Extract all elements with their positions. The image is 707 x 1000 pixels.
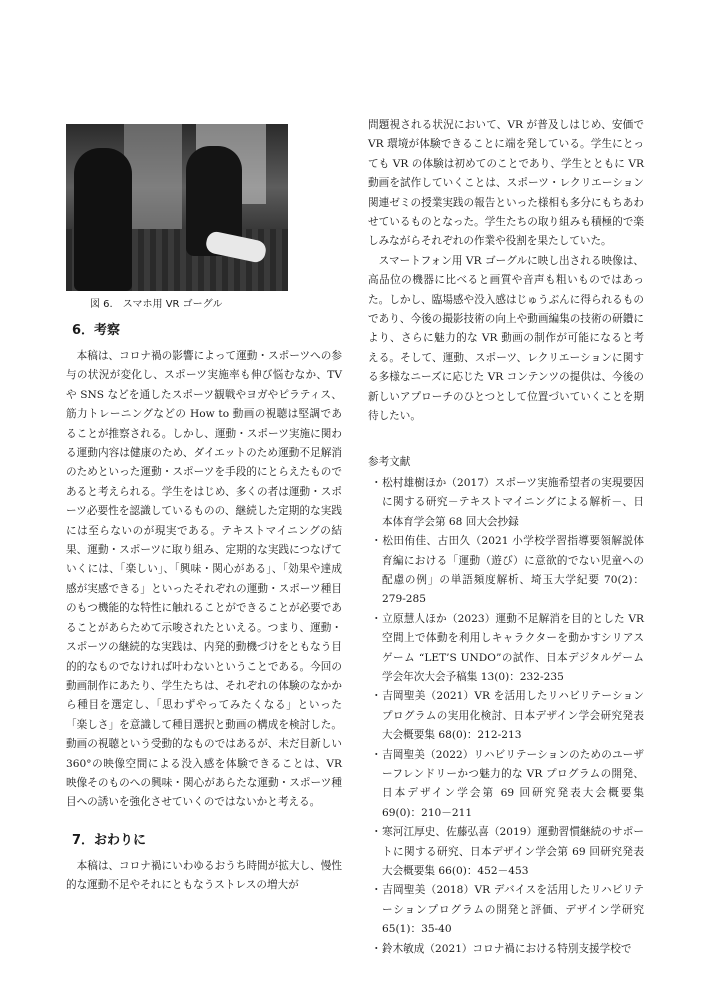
reference-item: ・吉岡聖美（2022）リハビリテーションのためのユーザーフレンドリーかつ魅力的な VR プログラムの開発、日本デザイン学会第 69 回研究発表大会概要集 69(0)：210－211 bbox=[371, 748, 644, 819]
reference-item: ・吉岡聖美（2018）VR デバイスを活用したリハビリテーションプログラムの開発と評価、デザイン学研究 65(1)：35-40 bbox=[371, 884, 644, 936]
reference-item: ・松田侑佳、古田久（2021 小学校学習指導要領解説体育編における「運動（遊び）に意欲的でない児童への配慮の例」の単語頻度解析、埼玉大学紀要 70(2)：279-285 bbox=[371, 535, 644, 606]
left-column bbox=[66, 116, 342, 896]
photo-door bbox=[124, 124, 182, 234]
reference-item: ・松村雄樹ほか（2017）スポーツ実施希望者の実現要因に関する研究－テキストマイニングによる解析－、日本体育学会第 68 回大会抄録 bbox=[371, 476, 644, 528]
figure-caption: 図 6. スマホ用 VR ゴーグル bbox=[90, 299, 223, 310]
references-heading: 参考文献 bbox=[368, 455, 411, 468]
reference-item: ・立原慧人ほか（2023）運動不足解消を目的とした VR 空間上で体動を利用しキャラクターを動かすシリアスゲーム “LET’S UNDO”の試作、日本デジタルゲーム学会年次大会予稿集 13(0)：232-235 bbox=[371, 612, 644, 683]
reference-item: ・吉岡聖美（2021）VR を活用したリハビリテーションプログラムの実用化検討、日本デザイン学会研究発表大会概要集 68(0)：212-213 bbox=[371, 690, 644, 742]
section-7-heading: 7．おわりに bbox=[72, 832, 147, 848]
vr-goggle-photo bbox=[66, 124, 288, 291]
reference-item: ・寒河江厚史、佐藤弘喜（2019）運動習慣継続のサポートに関する研究、日本デザイン学会第 69 回研究発表大会概要集 66(0)：452－453 bbox=[371, 826, 644, 878]
smartphone-vr-paragraph: スマートフォン用 VR ゴーグルに映し出される映像は、高品位の機器に比べると画質や音声も粗いものではあった。しかし、臨場感や没入感はじゅうぶんに得られるものであり、今後の撮影技術の向上や動画編集の技術の研鑽により、さらに魅力的な VR 動画の制作が可能になると考える。そして、運動、スポーツ、レクリエーションに関する多様なニーズに応じた VR コンテンツの提供は、今後の新しいアプローチのひとつとして位置づいていくことを期待したい。 bbox=[368, 254, 644, 423]
photo-person-left bbox=[74, 148, 132, 291]
section-6-heading: 6．考察 bbox=[72, 323, 121, 338]
continued-paragraph: 問題視される状況において、VR が普及しはじめ、安価で VR 環境が体験できることに端を発している。学生にとっても VR の体験は初めてのことであり、学生とともに VR 動画を試作していくことは、スポーツ・レクリエーション関連ゼミの授業実践の報告といった様相も多分にもちあわせているものとなった。学生たちの取り組みも積極的で楽しみながらそれぞれの作業や役割を果たしていた。 bbox=[368, 119, 644, 248]
right-column bbox=[368, 116, 644, 959]
references-list bbox=[368, 474, 644, 959]
section-7-paragraph: 本稿は、コロナ禍にいわゆるおうち時間が拡大し、慢性的な運動不足やそれにともなうストレスの増大が bbox=[66, 859, 342, 892]
section-6-paragraph: 本稿は、コロナ禍の影響によって運動・スポーツへの参与の状況が変化し、スポーツ実施率も伸び悩むなか、TV や SNS などを通したスポーツ観戦やヨガやピラティス、筋力トレーニングなどの How to 動画の視聴は堅調であることが推察される。しかし、運動・スポーツ実施に関わる運動内容は健康のため、ダイエットのため運動不足解消のためといった運動・スポーツを手段的にとらえたものであると考えられる。学生をはじめ、多くの者は運動・スポーツ必要性を認識しているものの、継続した定期的な実践には至らないのが現実である。テキストマイニングの結果、運動・スポーツに取り組み、定期的な実践につなげていくには、「楽しい」、「興味・関心がある」、「効果や達成感が実感できる」といったそれぞれの運動・スポーツ種目のもつ機能的な特性に触れることができることが必要であることがあらためて示唆されたといえる。つまり、運動・スポーツの継続的な実践は、内発的動機づけをともなう目的的なものでなければ叶わないということである。今回の動画制作にあたり、学生たちは、それぞれの体験のなかから種目を選定し、「思わずやってみたくなる」といった「楽しさ」を意識して種目選択と動画の構成を検討した。動画の視聴という受動的なものではあるが、未だ目新しい 360°の映像空間による没入感を体験できることは、VR 映像そのものへの興味・関心があらたな運動・スポーツ種目への誘いを強化させていくのではないかと考える。 bbox=[66, 350, 342, 809]
reference-item: ・鈴木敏成（2021）コロナ禍における特別支援学校で bbox=[371, 942, 632, 955]
